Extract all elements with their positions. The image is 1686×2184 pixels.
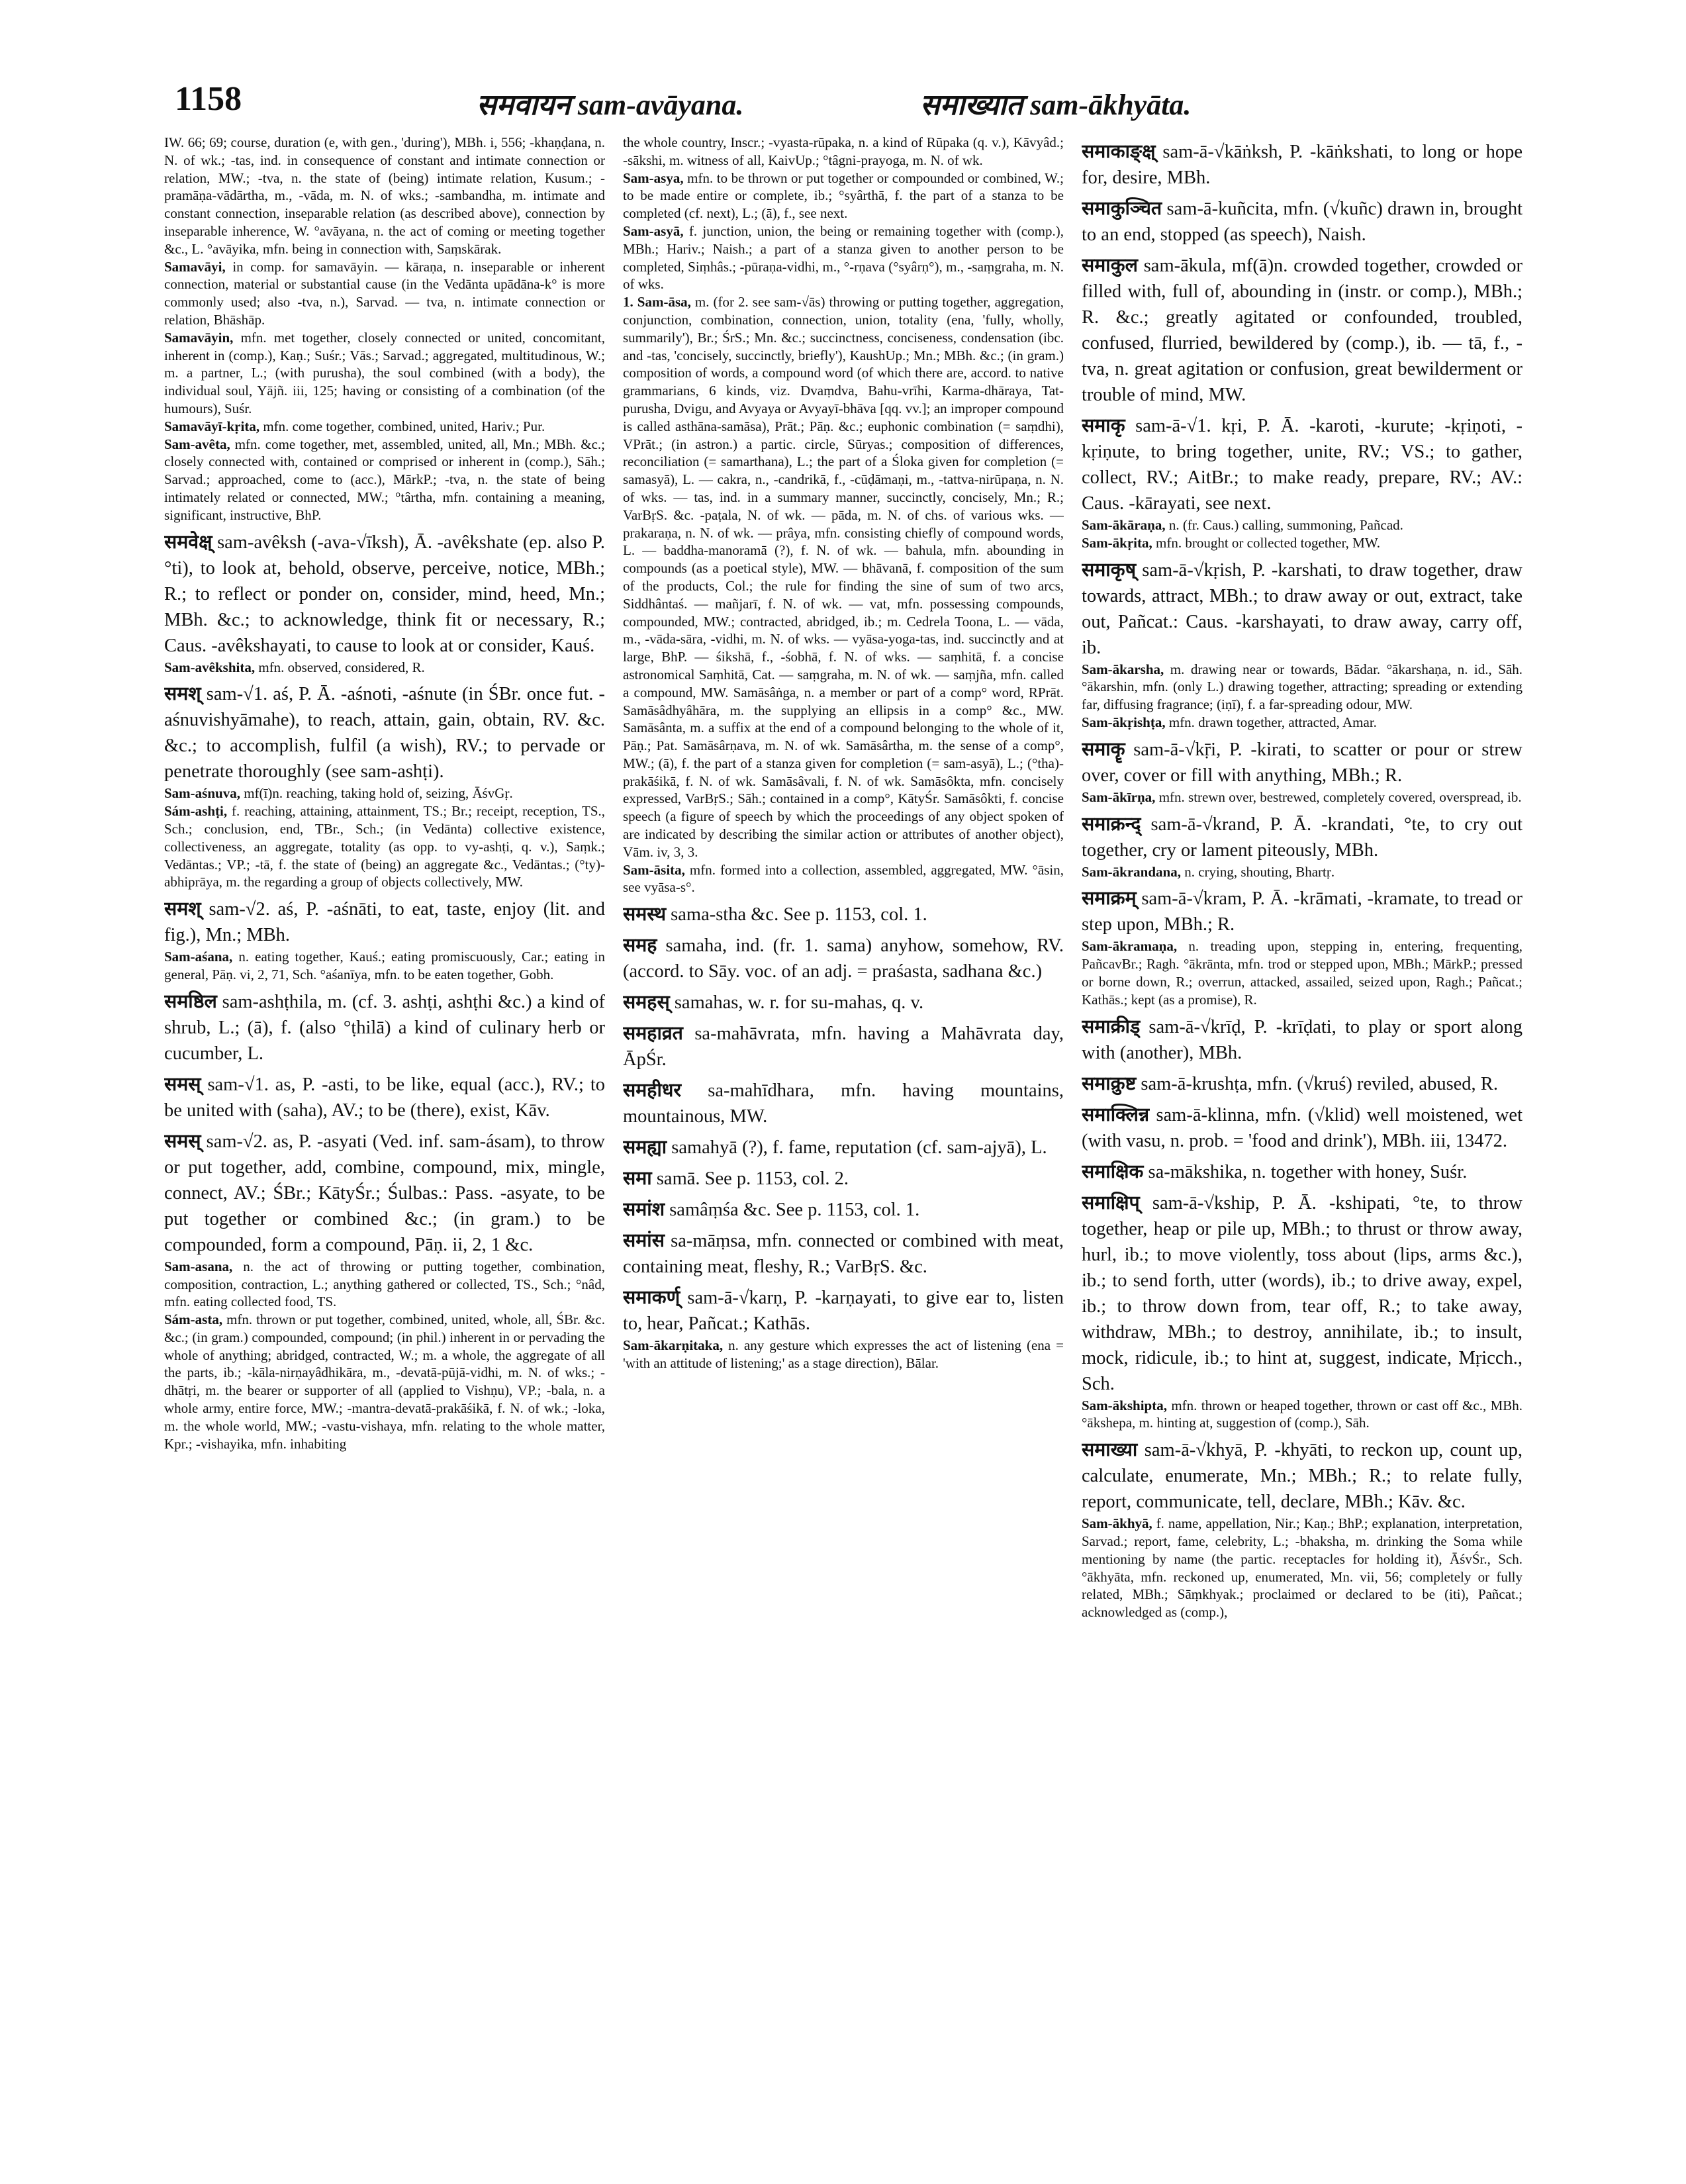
entry-headword: Sam-ākīrṇa, [1082,788,1156,805]
entry-definition: sama-stha &c. See p. 1153, col. 1. [671,904,927,926]
dictionary-entry [1082,737,1522,788]
entry-definition: sa-māṃsa, mfn. connected or combined with meat, containing meat, fleshy, R.; VarBṛS. &c. [623,1231,1064,1278]
entry-headword: समहस् [623,992,670,1014]
entry-headword: समाक्षिक [1082,1161,1144,1182]
entry-definition: sa-mahāvrata, mfn. having a Mahāvrata day, ĀpŚr. [623,1023,1064,1070]
entry-headword: समहीधर [623,1080,682,1102]
dictionary-entry [623,933,1064,984]
dictionary-entry [164,436,605,524]
entry-headword: 1. Sam-āsa, [623,294,691,310]
entry-headword: समश् [164,684,201,705]
entry-headword: समहाव्रत [623,1023,683,1045]
entry-headword: समाकॄ [1082,739,1125,760]
entry-headword: समाकर्ण् [623,1288,680,1309]
entry-definition: mfn. observed, considered, R. [258,659,425,675]
entry-headword: Sam-avêkshita, [164,659,256,675]
right-running-head: समाख्यात sam-ākhyāta. [920,89,1192,121]
dictionary-entry [623,169,1064,222]
entry-headword: समाक्रीड् [1082,1016,1141,1037]
entry-headword: समाक्रम् [1082,888,1137,910]
dictionary-entry [1082,1014,1522,1066]
dictionary-entry [1082,253,1522,408]
entry-definition: samahas, w. r. for su-mahas, q. v. [674,992,924,1014]
entry-definition: mfn. formed into a collection, assembled, aggregated, MW. °āsin, see vyāsa-s°. [623,861,1064,896]
dictionary-entry [1082,863,1522,881]
entry-definition: sam-ā-klinna, mfn. (√klid) well moistened, wet (with vasu, n. prob. = 'food and drink'), MBh. iii, 13472. [1082,1104,1522,1151]
dictionary-entry [623,1021,1064,1072]
entry-definition: mfn. come together, met, assembled, united, all, Mn.; MBh. &c.; closely connected with, contained or comprised or inherent in (comp.), Sāh.; Sarvad.; approached, come to (acc.), MārkP.; -tva, n. the state of being intimately related or connected, MW.; °târtha, mfn. containing a meaning, significant, instructive, BhP. [164,436,605,523]
dictionary-entry [1082,516,1522,534]
dictionary-entry [164,784,605,802]
dictionary-entry [1082,1397,1522,1433]
dictionary-entry [623,1228,1064,1280]
entry-definition: m. drawing near or towards, Bādar. °ākarshaṇa, n. id., Sāh. °ākarshin, mfn. (only L.) drawing together, attracting; spreading or extending far, diffusing fragrance; (iṇī), f. a far-spreading odour, MW. [1082,661,1522,713]
entry-headword: Sam-ākṛishṭa, [1082,714,1166,730]
dictionary-entry [1082,714,1522,732]
dictionary-entry [164,1072,605,1123]
entry-definition: sam-ā-√kship, P. Ā. -kshipati, °te, to throw together, heap or pile up, MBh.; to thrust or throw away, hurl, ib.; to move violently, toss about (lips, arms &c.), ib.; to send forth, utter (words), ib.; to drive away, expel, ib.; to throw down from, tear off, R.; to take away, withdraw, MBh.; to destroy, annihilate, ib.; to insult, mock, ridicule, ib.; to hint at, suggest, indicate, Mṛicch., Sch. [1082,1192,1522,1394]
entry-definition: mfn. brought or collected together, MW. [1156,534,1380,551]
entry-headword: समाख्या [1082,1440,1138,1461]
entry-headword: समाकाङ्क्ष् [1082,142,1156,162]
entry-headword: समाकुञ्चित [1082,199,1162,219]
entry-headword: Sam-ākāraṇa, [1082,517,1166,533]
dictionary-entry [623,1285,1064,1337]
entry-definition: sam-ā-kuñcita, mfn. (√kuñc) drawn in, brought to an end, stopped (as speech), Naish. [1082,199,1522,245]
entry-definition: sa-mākshika, n. together with honey, Suśr. [1148,1161,1468,1182]
dictionary-entry [623,1197,1064,1223]
entry-definition: sam-ākula, mf(ā)n. crowded together, crowded or filled with, full of, abounding in (instr. or comp.), MBh.; R. &c.; greatly agitated or confounded, troubled, confused, flurried, bewildered by (comp.), ib. — tā, f., -tva, n. great agitation or confusion, great bewilderment or trouble of mind, MW. [1082,256,1522,405]
entry-definition: n. the act of throwing or putting together, combination, composition, contraction, L.; anything gathered or collected, TS., Sch.; °nâd, mfn. eating collected food, TS. [164,1258,605,1310]
entry-definition: sam-ā-√1. kṛi, P. Ā. -karoti, -kurute; -kṛiṇoti, -kṛiṇute, to bring together, unite, RV.; VS.; to gather, collect, RV.; AitBr.; to make ready, prepare, RV.; AV.: Caus. -kārayati, see next. [1082,416,1522,514]
dictionary-entry [164,530,605,659]
entry-headword: समवेक्ष् [164,532,212,553]
entry-headword: समाक्लिन्न [1082,1104,1150,1125]
entry-headword: Samavāyī-kṛita, [164,418,260,434]
entry-definition: samā. See p. 1153, col. 2. [656,1168,849,1190]
entry-definition: mfn. strewn over, bestrewed, completely covered, overspread, ib. [1158,788,1522,805]
entry-headword: Sam-ākhyā, [1082,1515,1152,1532]
dictionary-entry [1082,1071,1522,1097]
dictionary-entry [164,258,605,329]
dictionary-entry [164,681,605,784]
entry-headword: समाकृ [1082,416,1125,436]
entry-definition: sam-ā-√khyā, P. -khyāti, to reckon up, count up, calculate, enumerate, Mn.; MBh.; R.; to relate fully, report, communicate, tell, declare, MBh.; Kāv. &c. [1082,1440,1522,1513]
entry-definition: m. (for 2. see sam-√ās) throwing or putting together, aggregation, conjunction, combination, connection, union, totality (ena, 'fully, wholly, summarily'), Br.; ŚrS.; Mn. &c.; succinctness, conciseness, condensation (ibc. and -tas, 'concisely, succinctly, briefly'), KaushUp.; Mn.; MBh. &c.; (in gram.) composition of words, a compound word (of which there are, accord. to native grammarians, 6 kinds, viz. Dvaṃdva, Bahu-vrīhi, Karma-dhāraya, Tat-purusha, Dvigu, and Avyaya or Avyayī-bhāva [qq. vv.]; an improper compound is called asthāna-samāsa), Prāt.; Pāṇ. &c.; euphonic combination (= saṃdhi), VPrāt.; (in astron.) a partic. circle, Sūryas.; composition of differences, reconciliation (= samarthana), L.; the part of a Śloka given for completion (= samasyā), L. — cakra, n., -candrikā, f., -cūḍāmaṇi, m., -tattva-nirūpaṇa, n. N. of wks. — tas, ind. in a summary manner, succinctly, concisely, Mn.; R.; VarBṛS. &c. -paṭala, N. of wk. — pāda, m. N. of chs. of various wks. — prakaraṇa, n. N. of wk. — prâya, mfn. consisting chiefly of compound words, L. — baddha-manoramā (?), f. N. of wk. — bahula, mfn. abounding in compounds (as a poetical style), MW. — bhāvanā, f. composition of the sum of the products, Col.; the rule for finding the sine of sum of two arcs, Siddhântaś. — mañjarī, f. N. of wk. — vat, mfn. possessing compounds, compounded, MW.; contracted, abridged, ib.; m. Cedrela Toona, L. — vāda, m., -vāda-sāra, -vidhi, m. N. of wks. — vyāsa-yoga-tas, ind. succinctly and at large, BhP. — śikshā, f., -śobhā, f. N. of wks. — saṃhitā, f. a concise astronomical Saṃhitā, Cat. — saṃgraha, m. N. of wk. — saṃjña, mfn. called a compound, MW. Samāsâṅga, n. a member or part of a comp° word, RPrāt. Samāsâdhyâhāra, m. the supplying an ellipsis in a comp° &c., MW. Samāsânta, m. a suffix at the end of a compound belonging to the whole of it, Pāṇ.; Pat. Samāsârṇava, m. N. of wk. Samāsârtha, m. the sense of a comp°, MW.; (ā), f. the part of a stanza given for completion (= sam-asyā), L.; (°tha)-prakāśikā, f. N. of wk. Samāsâvali, f. N. of wk. Samāsôkta, mfn. concisely expressed, VarBṛS.; Sāh.; contained in a comp°, KātyŚr. Samāsôkti, f. concise speech (a figure of speech by which the proceedings of any object spoken of are indicated by describing the similar action or attributes of another object), Vām. iv, 3, 3. [623,294,1064,860]
dictionary-entry [1082,413,1522,516]
dictionary-entry [1082,661,1522,714]
entry-definition: sam-ā-√krand, P. Ā. -krandati, °te, to cry out together, cry or lament piteously, MBh. [1082,814,1522,861]
entry-headword: समाक्रन्द् [1082,814,1141,835]
entry-headword: समाक्रुष्ट [1082,1073,1137,1094]
dictionary-entry [1082,937,1522,1008]
entry-headword: समा [623,1168,652,1190]
dictionary-entry [623,1337,1064,1372]
entry-definition: mfn. come together, combined, united, Hariv.; Pur. [263,418,545,434]
entry-headword: समष्ठिल [164,991,217,1012]
entry-headword: Sam-asya, [623,169,684,186]
entry-definition: sam-√2. as, P. -asyati (Ved. inf. sam-ásam), to throw or put together, add, combine, compound, mix, mingle, connect, AV.; ŚBr.; KātyŚr.; Śulbas.: Pass. -asyate, to be put together or combined &c.; (in gram.) to be compounded, form a compound, Pāṇ. ii, 2, 1 &c. [164,1131,605,1255]
dictionary-entry [1082,1102,1522,1154]
entry-headword: समह्या [623,1137,667,1159]
entry-definition: mfn. thrown or heaped together, thrown or cast off &c., MBh. °ākshepa, m. hinting at, suggestion of (comp.), Sāh. [1082,1397,1522,1431]
entry-headword: Sam-ākṛita, [1082,534,1152,551]
entry-headword: Sam-asyā, [623,222,684,239]
entry-headword: Sam-ākarṇitaka, [623,1337,724,1354]
entry-definition: sam-√1. as, P. -asti, to be like, equal (acc.), RV.; to be united with (saha), AV.; to be (there), exist, Kāv. [164,1074,605,1121]
dictionary-entry [1082,1159,1522,1185]
entry-headword: समांस [623,1231,665,1252]
entry-headword: Samavāyi, [164,258,226,275]
entry-definition: sa-mahīdhara, mfn. having mountains, mountainous, MW. [623,1080,1064,1127]
entry-definition: mf(ī)n. reaching, taking hold of, seizing, ĀśvGṛ. [244,785,513,802]
entry-definition: n. treading upon, stepping in, entering, frequenting, PañcavBr.; Ragh. °ākrānta, mfn. trod or stepped upon, MBh.; MārkP.; pressed or borne down, R.; overrun, attacked, assailed, seized upon, Ragh.; Pañcat.; Kathās.; kept (as a promise), R. [1082,938,1522,1008]
entry-definition: in comp. for samavāyin. — kāraṇa, n. inseparable or inherent connection, material or substantial cause (in the Vedānta upādāna-k° is more commonly used; also -tva, n.), Sarvad. — tva, n. intimate connection or relation, Bhāshāp. [164,258,605,328]
entry-definition: the whole country, Inscr.; -vyasta-rūpaka, n. a kind of Rūpaka (q. v.), Kāvyâd.; -sākshi, m. witness of all, KaivUp.; °tâgni-prayoga, m. N. of wk. [623,134,1064,168]
dictionary-entry [1082,534,1522,552]
dictionary-entry [164,802,605,891]
entry-definition: sam-ashṭhila, m. (cf. 3. ashṭi, ashṭhi &c.) a kind of shrub, L.; (ā), f. (also °ṭhilā) a kind of culinary herb or cucumber, L. [164,991,605,1064]
dictionary-entry [164,659,605,677]
dictionary-entry [623,902,1064,927]
dictionary-entry [623,222,1064,293]
entry-headword: समाक्षिप् [1082,1192,1140,1213]
entry-definition: samâṃśa &c. See p. 1153, col. 1. [669,1200,920,1221]
entry-headword: समस् [164,1074,201,1095]
entry-definition: f. junction, union, the being or remaining together with (comp.), MBh.; Hariv.; Naish.; a part of a stanza given to another person to be completed, Siṃhâs.; -pūraṇa-vidhi, m., °-rṇava (°syârṇ°), m., -saṃgraha, m. N. of wks. [623,222,1064,293]
dictionary-entry [164,1129,605,1258]
column-3 [1082,134,1522,2120]
entry-headword: समस् [164,1131,201,1152]
entry-definition: sam-ā-√kram, P. Ā. -krāmati, -kramate, to tread or step upon, MBh.; R. [1082,888,1522,935]
dictionary-entry [623,1166,1064,1192]
entry-definition: sam-avêksh (-ava-√īksh), Ā. -avêkshate (ep. also P. °ti), to look at, behold, observe, perceive, notice, MBh.; R.; to reflect or ponder on, consider, mind, heed, Mn.; MBh. &c.; to acknowledge, think fit or necessary, R.; Caus. -avêkshayati, to cause to look at or consider, Kauś. [164,532,605,656]
entry-headword: समाकृष् [1082,559,1137,581]
entry-definition: sam-√2. aś, P. -aśnāti, to eat, taste, enjoy (lit. and fig.), Mn.; MBh. [164,899,605,946]
entry-definition: n. eating together, Kauś.; eating promiscuously, Car.; eating in general, Pāṇ. vi, 2, 71, Sch. °aśanīya, mfn. to be eaten together, Gobh. [164,949,605,982]
entry-headword: समश् [164,899,201,920]
dictionary-entry [164,329,605,418]
entry-headword: Sam-ākarsha, [1082,661,1164,677]
dictionary-entry [164,1311,605,1452]
dictionary-entry [623,861,1064,897]
page-header [0,79,1686,126]
entry-headword: समह [623,935,657,957]
dictionary-entry [1082,1437,1522,1515]
entry-definition: f. name, appellation, Nir.; Kaṇ.; BhP.; explanation, interpretation, Sarvad.; report, fame, celebrity, L.; -bhaksha, m. drinking the Soma while mentioning by name (the partic. receptacles for holding it), ĀśvŚr., Sch. °ākhyāta, mfn. reckoned up, enumerated, Mn. vii, 56; completely or fully related, MBh.; Sāṃkhyak.; proclaimed or declared to be (iti), Pañcat.; acknowledged as (comp.), [1082,1515,1522,1621]
dictionary-entry [623,293,1064,861]
dictionary-entry [623,990,1064,1016]
dictionary-entry [1082,886,1522,937]
entry-definition: samaha, ind. (fr. 1. sama) anyhow, somehow, RV. (accord. to Sāy. voc. of an adj. = praśasta, sadhana &c.) [623,935,1064,982]
column-1 [164,134,605,2120]
dictionary-entry [1082,812,1522,863]
entry-definition: sam-ā-√kṝi, P. -kirati, to scatter or pour or strew over, cover or fill with anything, MBh.; R. [1082,739,1522,786]
entry-headword: Sam-aśnuva, [164,785,240,802]
dictionary-entry [623,1135,1064,1161]
entry-definition: n. (fr. Caus.) calling, summoning, Pañcad. [1168,517,1403,533]
entry-definition: sam-ā-√kṛish, P. -karshati, to draw together, draw towards, attract, MBh.; to draw away or out, extract, take out, Pañcat.: Caus. -karshayati, to draw away, carry off, ib. [1082,559,1522,658]
entry-headword: Sam-ākshipta, [1082,1397,1167,1413]
entry-headword: Sam-āsita, [623,861,685,878]
dictionary-entry [1082,557,1522,661]
entry-headword: Sam-avêta, [164,436,230,452]
entry-definition: mfn. thrown or put together, combined, united, whole, all, ŚBr. &c. &c.; (in gram.) compounded, compound; (in phil.) inherent in or pervading the whole of anything; abridged, contracted, W.; m. a whole, the aggregate of all the parts, ib.; -kāla-nirṇayâdhikāra, m., -devatā-pūjā-vidhi, m. N. of wks.; -dhātṛi, m. the bearer or supporter of all (applied to Vishṇu), VP.; -bala, n. a whole army, entire force, MW.; -mantra-devatā-prakāśikā, f. N. of wk.; -loka, m. the whole world, MW.; -vastu-vishaya, mfn. relating to the whole matter, Kpr.; -vishayika, mfn. inhabiting [164,1311,605,1452]
entry-definition: f. reaching, attaining, attainment, TS.; Br.; receipt, reception, TS., Sch.; conclusion, end, TBr., Sch.; (in Vedānta) collective existence, collectiveness, an aggregate, totality (as opp. to vy-ashṭi, q. v.), Saṃk.; Vedāntas.; VP.; -tā, f. the state of (being) an aggregate &c., Vedāntas.; (°ty)-abhiprāya, m. the regarding a group of objects collectively, MW. [164,803,605,890]
entry-definition: mfn. met together, closely connected or united, concomitant, inherent in (comp.), Kaṇ.; Suśr.; Vās.; Sarvad.; aggregated, multitudinous, W.; m. a partner, L.; (with purusha), the soul combined (with a body), the individual soul, Yājñ. iii, 125; having or consisting of a combination (of the humours), Suśr. [164,329,605,416]
entry-definition: mfn. drawn together, attracted, Amar. [1168,714,1377,730]
entry-definition: sam-ā-√kāṅksh, P. -kāṅkshati, to long or hope for, desire, MBh. [1082,142,1522,188]
entry-definition: sam-ā-√karṇ, P. -karṇayati, to give ear to, listen to, hear, Pañcat.; Kathās. [623,1288,1064,1335]
entry-headword: Sam-asana, [164,1258,233,1274]
entry-headword: Sam-aśana, [164,949,233,965]
dictionary-entry [1082,1515,1522,1621]
entry-headword: Sám-asta, [164,1311,223,1328]
entry-headword: Samavāyin, [164,329,234,346]
dictionary-entry [623,1078,1064,1129]
entry-definition: sam-√1. aś, P. Ā. -aśnoti, -aśnute (in ŚBr. once fut. -aśnuvishyāmahe), to reach, attain, gain, obtain, RV. &c. &c.; to accomplish, fulfil (a wish), RV.; to pervade or penetrate thoroughly (see sam-ashṭi). [164,684,605,783]
dictionary-entry [164,948,605,984]
entry-definition: n. any gesture which expresses the act of listening (ena = 'with an attitude of listening;' as a stage direction), Bālar. [623,1337,1064,1372]
entry-definition: IW. 66; 69; course, duration (e, with gen., 'during'), MBh. i, 556; -khaṇḍana, n. N. of wk.; -tas, ind. in consequence of constant and intimate connection or relation, MW.; -tva, n. the state of (being) intimate relation, Kusum.; -pramāṇa-vādārtha, m., -vāda, m. N. of wks.; -sambandha, m. intimate and constant connection, inseparable relation (as described above), connection by inseparable inherence, W. °avāyana, n. the act of coming or meeting together &c., L. °avāyika, mfn. being in connection with, Saṃskārak. [164,134,605,257]
dictionary-entry [1082,139,1522,191]
dictionary-entry [1082,1190,1522,1397]
dictionary-entry [164,989,605,1067]
dictionary-entry [164,418,605,436]
entry-headword: समांश [623,1200,665,1221]
dictionary-entry [1082,788,1522,806]
entry-headword: Sám-ashṭi, [164,803,228,820]
entry-headword: समस्थ [623,904,667,926]
entry-definition: sam-ā-√krīḍ, P. -krīḍati, to play or sport along with (another), MBh. [1082,1016,1522,1063]
page-number: 1158 [175,80,242,118]
dictionary-columns [164,134,1522,2120]
entry-definition: samahyā (?), f. fame, reputation (cf. sam-ajyā), L. [671,1137,1047,1159]
dictionary-entry [164,896,605,948]
left-running-head: समवायन sam-avāyana. [477,89,744,121]
entry-definition: mfn. to be thrown or put together or compounded or combined, W.; to be made entire or complete, ib.; °syârthā, f. the part of a stanza to be completed (cf. next), L.; (ā), f., see next. [623,169,1064,222]
entry-definition: n. crying, shouting, Bhartṛ. [1184,863,1335,880]
dictionary-entry [164,1258,605,1311]
entry-headword: समाकुल [1082,256,1138,276]
entry-headword: Sam-ākrandana, [1082,863,1181,880]
column-2 [623,134,1064,2120]
dictionary-entry [623,134,1064,169]
entry-definition: sam-ā-krushṭa, mfn. (√kruś) reviled, abused, R. [1141,1073,1498,1094]
dictionary-entry [1082,196,1522,248]
entry-headword: Sam-ākramaṇa, [1082,938,1178,955]
dictionary-entry [164,134,605,258]
